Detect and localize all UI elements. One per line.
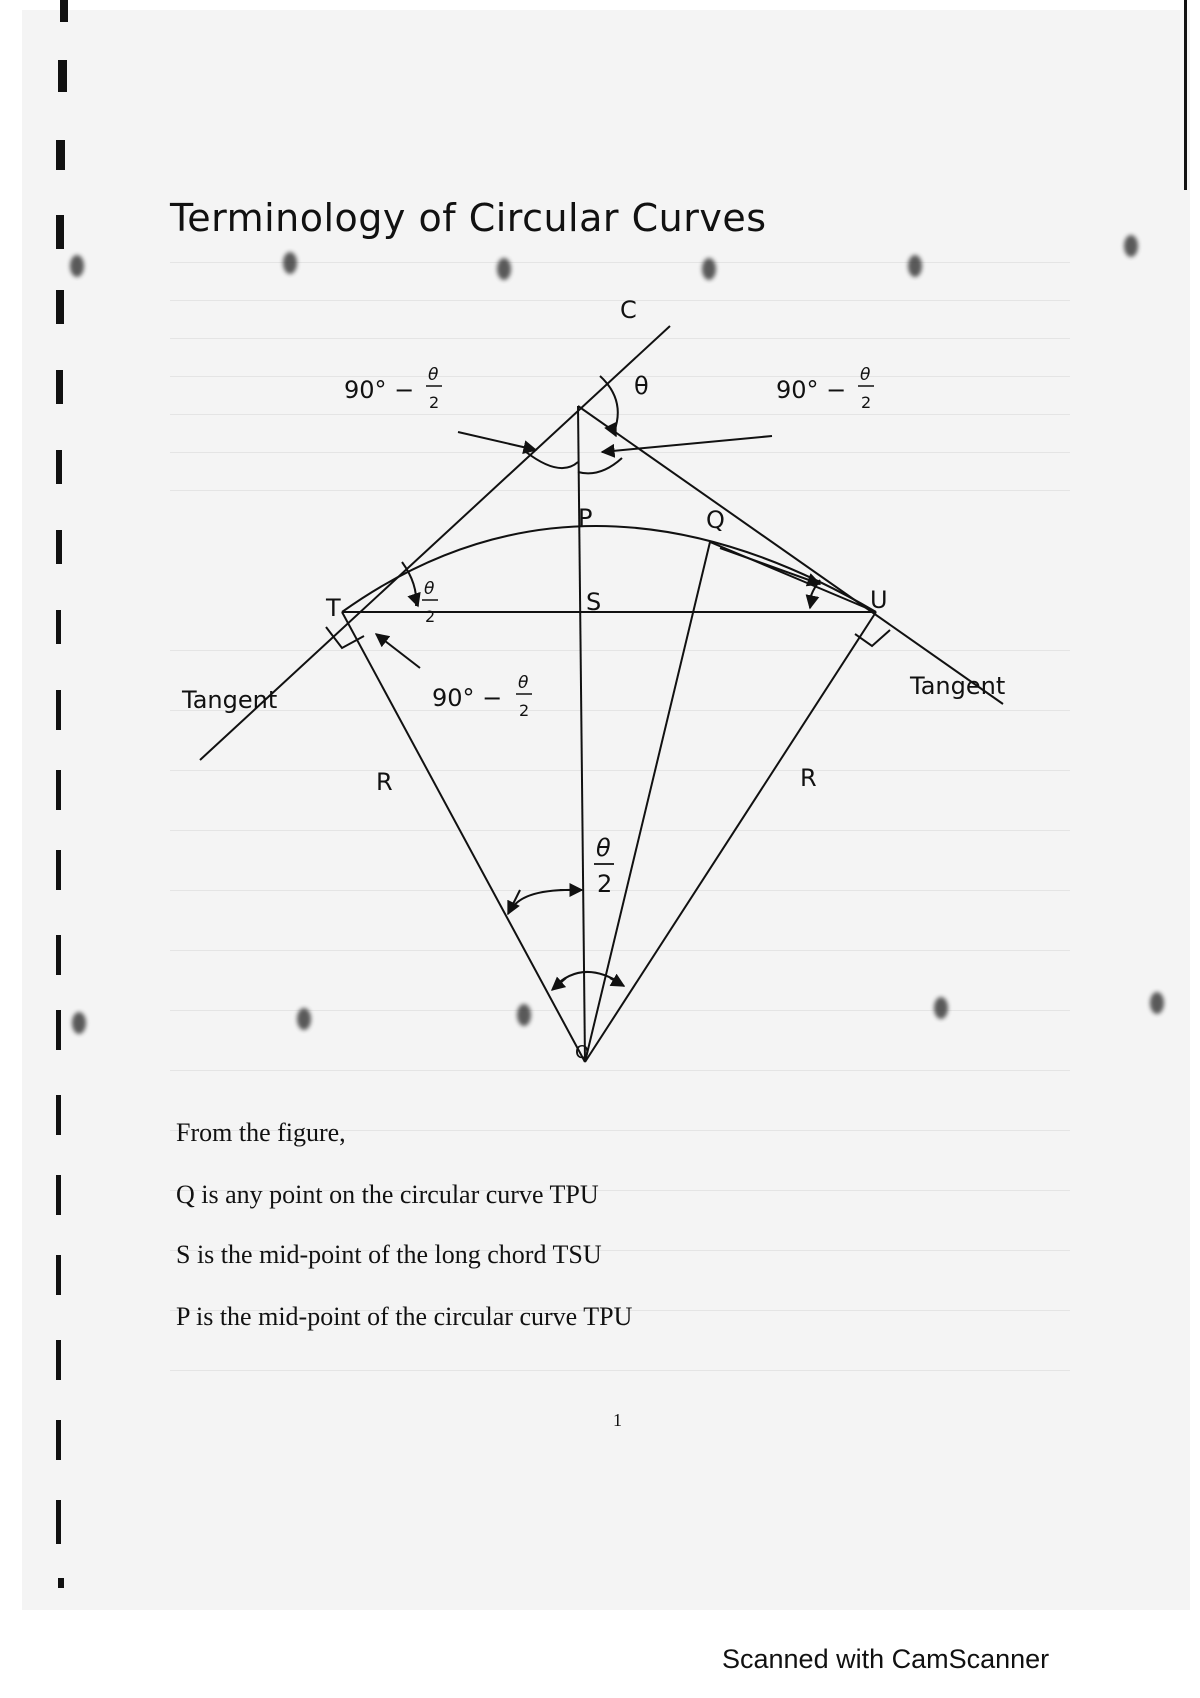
theta-numerator: θ: [860, 365, 871, 385]
leader-arrow: [602, 436, 772, 452]
deflection-angle-label: θ: [634, 372, 649, 400]
circular-curve: [342, 526, 876, 612]
point-label-o: O: [575, 1042, 590, 1063]
theta-numerator: θ: [518, 673, 529, 693]
angle-arc-left: [526, 452, 578, 468]
definition-line: S is the mid-point of the long chord TSU: [176, 1240, 602, 1269]
theta-denominator: 2: [425, 607, 436, 626]
angle-arc-right: [578, 458, 622, 473]
point-label-u: U: [870, 586, 888, 614]
radius-oq: [585, 542, 710, 1062]
theta-numerator: θ: [424, 579, 435, 599]
theta-denominator: 2: [429, 393, 440, 412]
point-label-s: S: [586, 588, 602, 616]
tangent-label-left: Tangent: [182, 686, 278, 714]
leader-arrow: [458, 432, 536, 450]
angle-label-upper-right: 90° −: [776, 376, 847, 404]
point-label-p: P: [578, 504, 593, 532]
theta-denominator: 2: [519, 701, 530, 720]
radius-ou: [585, 612, 876, 1062]
angle-label-lower: 90° −: [432, 684, 503, 712]
theta-numerator: θ: [428, 365, 439, 385]
radius-label-right: R: [800, 764, 817, 792]
radius-ot: [342, 612, 585, 1062]
page-title: Terminology of Circular Curves: [170, 196, 767, 240]
intro-text: From the figure,: [176, 1118, 346, 1147]
scanner-watermark: Scanned with CamScanner: [722, 1644, 1050, 1674]
definition-line: P is the mid-point of the circular curve TPU: [176, 1302, 633, 1331]
definition-line: Q is any point on the circular curve TPU: [176, 1180, 599, 1209]
right-angle-mark-u: [855, 630, 890, 646]
theta-denominator: 2: [861, 393, 872, 412]
tangent-label-right: Tangent: [910, 672, 1006, 700]
point-label-t: T: [326, 594, 341, 622]
angle-label-upper-left: 90° −: [344, 376, 415, 404]
leader-arrow: [610, 978, 624, 986]
point-label-c: C: [620, 296, 637, 324]
theta-denominator: 2: [597, 870, 613, 898]
page-number: 1: [613, 1410, 622, 1430]
point-label-q: Q: [706, 506, 725, 534]
leader-arrow: [376, 634, 420, 668]
forward-tangent-line: [578, 406, 1006, 704]
theta-numerator: θ: [596, 834, 611, 862]
leader-arrow: [552, 978, 566, 990]
central-arc-left: [510, 890, 580, 912]
radius-label-left: R: [376, 768, 393, 796]
